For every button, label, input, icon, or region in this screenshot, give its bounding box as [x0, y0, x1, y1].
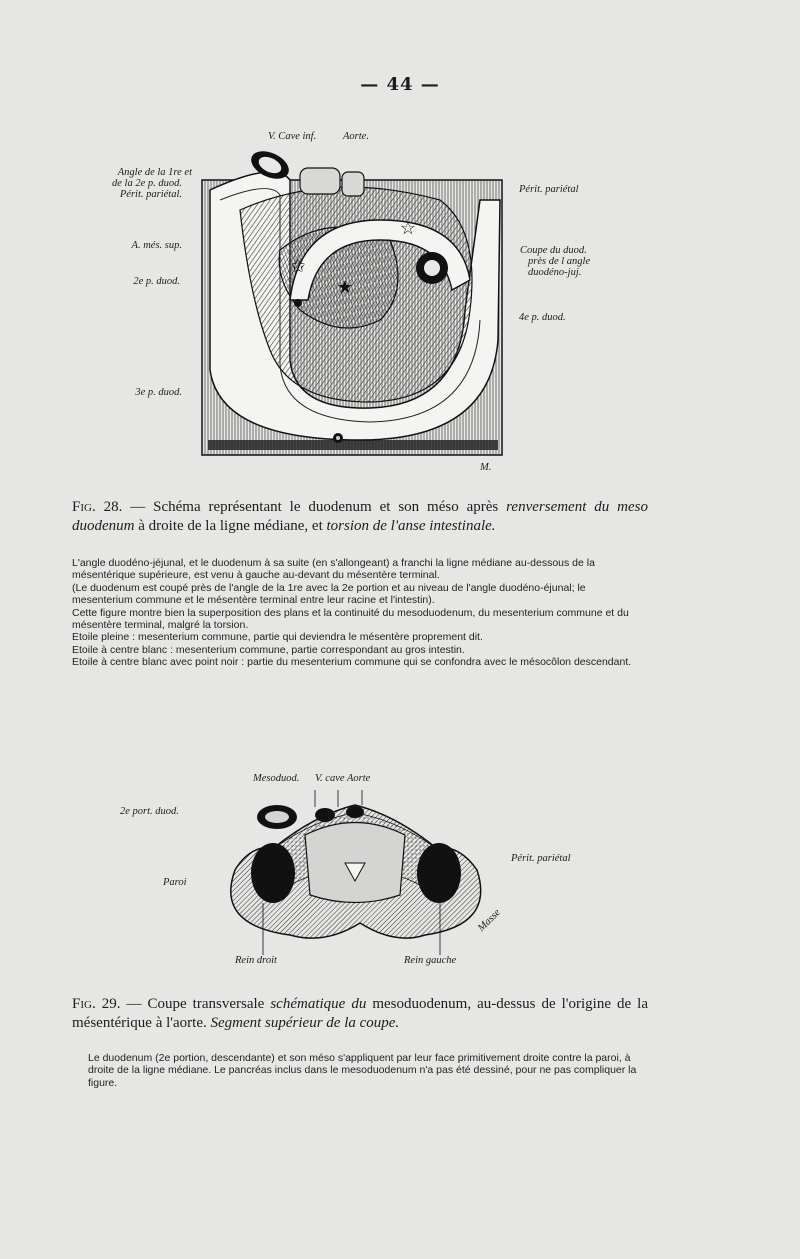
note-paragraph: L'angle duodéno-jéjunal, et le duodenum à sa suite (en s'allongeant) a franchi la ligne médiane au-dessous de la mésentérique supérieure, est venu à gauche au-devant du mésentère terminal.: [72, 557, 595, 582]
caption-28-text-a: — Schéma représentant le duodenum et son méso après: [122, 499, 507, 515]
label-2e-p-duod: 2e p. duod.: [133, 276, 180, 287]
note-paragraph: Etoile à centre blanc : mesenterium commune, partie correspondant au gros intestin.: [72, 643, 465, 656]
caption-29-em-a: schématique du: [270, 996, 367, 1012]
label-mesoduod: Mesoduod.: [253, 773, 300, 784]
figure-28-signature: M.: [480, 462, 492, 473]
caption-28-em-b: torsion de l'anse intestinale.: [326, 518, 496, 534]
figure-29-caption: [72, 995, 648, 1033]
label-coupe-3: duodéno-juj.: [528, 267, 582, 278]
figure-29-signature: Masse: [476, 907, 503, 934]
note-paragraph: (Le duodenum est coupé près de l'angle de la 1re avec la 2e portion et au niveau de l'angle duodéno-éjunal; le mesenterium commune et le mésentère terminal entre leur racine et l'intestin).: [72, 581, 586, 607]
label-perit-parietal: Périt. pariétal: [511, 853, 571, 864]
note-paragraph: Etoile pleine : mesenterium commune, partie qui deviendra le mésentère proprement dit.: [72, 631, 483, 644]
figure-28-caption: [72, 498, 648, 536]
figure-28-id: Fig. 28.: [72, 499, 123, 515]
note-paragraph: Etoile à centre blanc avec point noir : partie du mesenterium commune qui se confondra avec le mésocôlon descendant.: [72, 656, 632, 669]
label-v-cave-inf: V. Cave inf.: [268, 131, 317, 142]
caption-28-text-b: à droite de la ligne médiane, et: [134, 518, 327, 534]
svg-text:★: ★: [336, 277, 354, 298]
label-coupe-2: près de l angle: [528, 256, 591, 267]
label-aorte: Aorte.: [343, 131, 369, 142]
caption-29-text-b: mesoduodenum, au-dessus de l'origine de la mésentérique à l'aorte.: [72, 996, 649, 1031]
figure-29-illustration: [195, 785, 515, 955]
label-v-cave-aorte: V. cave Aorte: [315, 773, 371, 784]
label-perit-right: Périt. pariétal: [519, 184, 579, 195]
label-rein-gauche: Rein gauche: [404, 955, 457, 966]
label-rein-droit: Rein droit: [235, 955, 277, 966]
page-number: — 44 —: [360, 74, 440, 95]
label-perit-left: Périt. pariétal.: [119, 189, 182, 200]
label-a-mes-sup: A. més. sup.: [131, 240, 182, 251]
figure-29-note: Le duodenum (2e portion, descendante) et son méso s'appliquent par leur face primitivement droite contre la paroi, à droite de la ligne médiane. Le pancréas inclus dans le mesoduodenum n'a pas été dessiné, pour ne pas compliquer la figure.: [88, 1052, 637, 1089]
svg-text:✩: ✩: [290, 256, 306, 277]
label-2e-port-duod: 2e port. duod.: [120, 806, 179, 817]
label-angle-2: de la 2e p. duod.: [112, 178, 182, 189]
caption-29-em-b: Segment supérieur de la coupe.: [210, 1015, 400, 1031]
label-angle-1: Angle de la 1re et: [117, 167, 192, 178]
label-paroi: Paroi: [163, 877, 187, 888]
svg-text:☆: ☆: [399, 218, 417, 239]
caption-29-text-a: — Coupe transversale: [120, 996, 271, 1012]
label-3e-p-duod: 3e p. duod.: [135, 387, 182, 398]
figure-29-id: Fig. 29.: [72, 996, 121, 1012]
figure-28-illustration: [180, 140, 520, 480]
label-4e-p-duod: 4e p. duod.: [519, 312, 566, 323]
caption-28-em-a: renversement du meso duodenum: [72, 499, 648, 534]
note-paragraph: Cette figure montre bien la superposition des plans et la continuité du mesoduodenum, du mesenterium commune et du mésentère terminal, malgré la torsion.: [72, 606, 629, 632]
label-coupe-1: Coupe du duod.: [520, 245, 587, 256]
figure-28-notes: [72, 557, 646, 669]
